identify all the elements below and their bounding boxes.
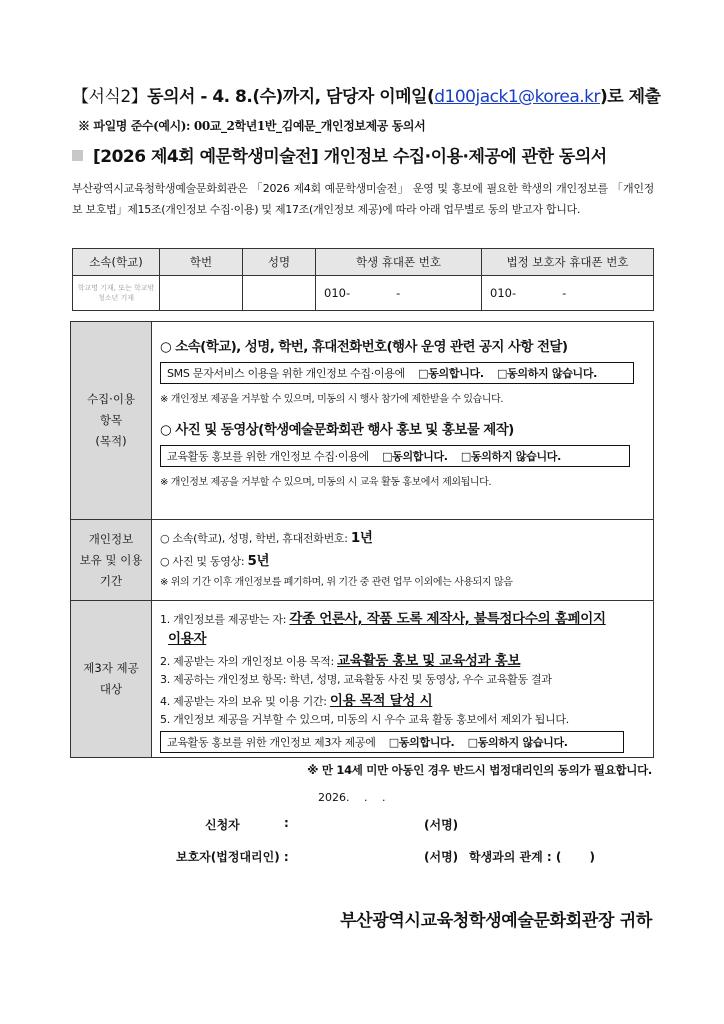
contact-email-link[interactable]: d100jack1@korea.kr <box>434 87 601 107</box>
third-party-row <box>71 601 654 758</box>
collection-content <box>152 322 654 520</box>
sms-disagree-checkbox[interactable]: □동의하지 않습니다. <box>496 367 598 380</box>
third-party-content <box>152 601 654 758</box>
guardian-phone-field[interactable]: 010- - <box>482 276 654 311</box>
applicant-label: 신청자 <box>205 818 240 832</box>
header-name: 성명 <box>243 249 316 276</box>
photo-disagree-checkbox[interactable]: □동의하지 않습니다. <box>460 450 561 463</box>
third-party-consent-box <box>160 731 624 753</box>
applicant-signature-mark[interactable]: (서명) <box>424 818 459 832</box>
guardian-label: 보호자(법정대리인) : <box>176 850 289 864</box>
header-guardian-phone: 법정 보호자 휴대폰 번호 <box>482 249 654 276</box>
applicant-colon: : <box>284 816 289 830</box>
school-field[interactable]: 학교명 기재, 또는 학교밖청소년 기재 <box>73 276 160 311</box>
info-input-row <box>73 276 654 311</box>
collection-item2-title: ○ 사진 및 동영상(학생예술문화회관 행사 홍보 및 홍보물 제작) <box>160 422 514 438</box>
form-tag: 【서식2】 <box>72 87 148 107</box>
deadline-prefix: - 4. 8.(수)까지, 담당자 이메일( <box>194 87 435 107</box>
third-party-line1-cont: 이용자 <box>168 631 207 647</box>
recipient-line: 부산광역시교육청학생예술문화회관장 귀하 <box>340 911 652 931</box>
student-info-table <box>72 248 654 311</box>
student-id-field[interactable] <box>160 276 243 311</box>
third-party-line2: 2. 제공받는 자의 개인정보 이용 목적: 교육활동 홍보 및 교육성과 홍보 <box>160 653 521 669</box>
collection-item1-note: ※ 개인정보 제공을 거부할 수 있으며, 미동의 시 행사 참가에 제한받을 수 있습니다. <box>160 394 504 405</box>
name-field[interactable] <box>243 276 316 311</box>
third-party-line3: 3. 제공하는 개인정보 항목: 학년, 성명, 교육활동 사진 및 동영상, 우수 교육활동 결과 <box>160 673 552 686</box>
minor-consent-note: ※ 만 14세 미만 아동인 경우 반드시 법정대리인의 동의가 필요합니다. <box>307 763 652 777</box>
intro-paragraph: 부산광역시교육청학생예술문화회관은 「2026 제4회 예문학생미술전」 운영 및 홍보에 필요한 학생의 개인정보를 「개인정보 보호법」제15조(개인정보 수집·이용) 및 제17조(개인정보 제공)에 따라 아래 업무별로 동의 받고자 합니다. <box>72 182 654 216</box>
guardian-signature-mark[interactable]: (서명) <box>424 850 459 864</box>
third-party-line1: 1. 개인정보를 제공받는 자: 각종 언론사, 작품 도록 제작사, 불특정다수의 홈페이지 <box>160 611 606 627</box>
retention-line2: ○ 사진 및 동영상: 5년 <box>160 553 270 569</box>
photo-agree-checkbox[interactable]: □동의합니다. <box>382 450 448 463</box>
retention-line1: ○ 소속(학교), 성명, 학번, 휴대전화번호: 1년 <box>160 530 373 546</box>
deadline-suffix: )로 제출 <box>600 87 661 107</box>
photo-consent-text: 교육활동 홍보를 위한 개인정보 수집·이용에 <box>167 450 369 463</box>
info-header-row <box>73 249 654 276</box>
sms-consent-text: SMS 문자서비스 이용을 위한 개인정보 수집·이용에 <box>167 367 405 380</box>
form-name: 동의서 <box>147 87 195 107</box>
date-field[interactable]: 2026. . . <box>318 791 386 804</box>
filename-rule: ※ 파일명 준수(예시): 00교_2학년1반_김예문_개인정보제공 동의서 <box>78 119 426 133</box>
document-title <box>72 142 607 167</box>
retention-content <box>152 520 654 601</box>
collection-row <box>71 322 654 520</box>
third-party-agree-checkbox[interactable]: □동의합니다. <box>388 736 455 749</box>
collection-item1-title: ○ 소속(학교), 성명, 학번, 휴대전화번호(행사 운영 관련 공지 사항 전달) <box>160 339 568 355</box>
third-party-consent-text: 교육활동 홍보를 위한 개인정보 제3자 제공에 <box>167 736 376 749</box>
header-student-id: 학번 <box>160 249 243 276</box>
sms-consent-box <box>160 362 634 384</box>
relation-field[interactable]: 학생과의 관계 : ( ) <box>469 850 596 864</box>
sms-agree-checkbox[interactable]: □동의합니다. <box>418 367 484 380</box>
third-party-disagree-checkbox[interactable]: □동의하지 않습니다. <box>467 736 568 749</box>
third-party-line5: 5. 개인정보 제공을 거부할 수 있으며, 미동의 시 우수 교육 활동 홍보에서 제외가 됩니다. <box>160 713 569 726</box>
title-square-icon <box>72 150 83 161</box>
header-student-phone: 학생 휴대폰 번호 <box>316 249 482 276</box>
third-party-line4: 4. 제공받는 자의 보유 및 이용 기간: 이용 목적 달성 시 <box>160 693 433 709</box>
header-school: 소속(학교) <box>73 249 160 276</box>
form-header <box>72 82 660 107</box>
collection-item2-note: ※ 개인정보 제공을 거부할 수 있으며, 미동의 시 교육 활동 홍보에서 제외됩니다. <box>160 477 492 488</box>
student-phone-field[interactable]: 010- - <box>316 276 482 311</box>
document-title-text: [2026 제4회 예문학생미술전] 개인정보 수집·이용·제공에 관한 동의서 <box>93 147 607 167</box>
photo-consent-box <box>160 445 630 467</box>
retention-label: 개인정보 보유 및 이용 기간 <box>71 520 152 601</box>
third-party-label: 제3자 제공 대상 <box>71 601 152 758</box>
retention-note: ※ 위의 기간 이후 개인정보를 폐기하며, 위 기간 중 관련 업무 이외에는 사용되지 않음 <box>160 577 513 588</box>
consent-details-table <box>70 321 654 758</box>
collection-label: 수집·이용 항목 (목적) <box>71 322 152 520</box>
retention-row <box>71 520 654 601</box>
